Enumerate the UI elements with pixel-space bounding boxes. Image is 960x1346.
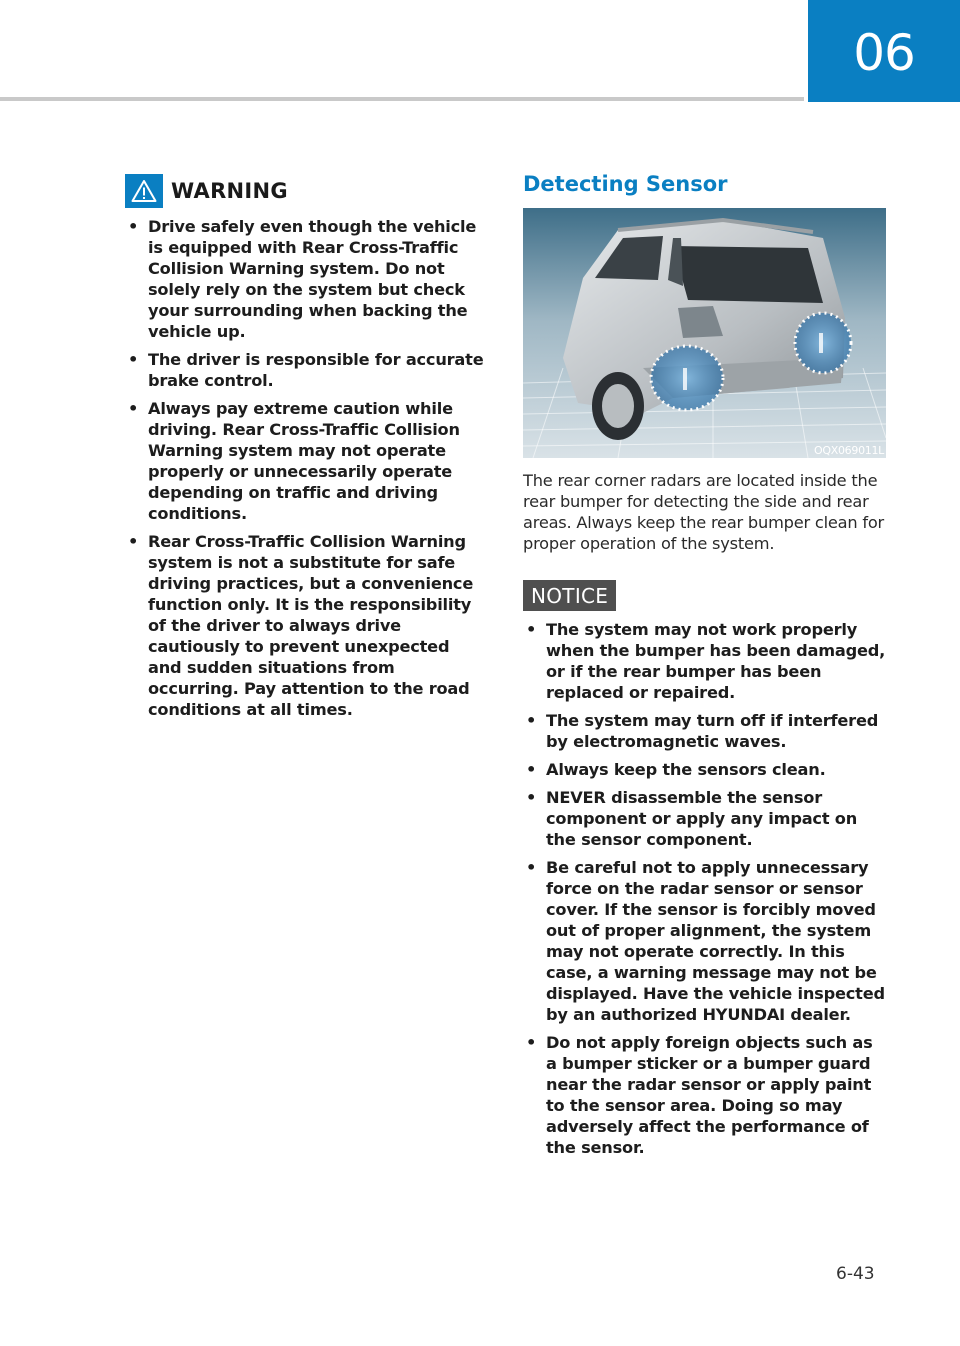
notice-list	[523, 619, 888, 1158]
warning-item: • Always pay extreme caution while driving. Rear Cross-Traffic Collision Warning system may not operate properly or unnecessarily operate depending on traffic and driving conditions.	[128, 399, 460, 523]
figure-caption: OQX069011L	[814, 444, 884, 457]
warning-item: • Drive safely even though the vehicle is equipped with Rear Cross-Traffic Collision Warning system. Do not solely rely on the system but check your surrounding when backing the vehicle up.	[128, 217, 477, 341]
warning-list	[125, 216, 487, 720]
warning-triangle-icon	[125, 174, 163, 208]
warning-item: • The driver is responsible for accurate brake control.	[128, 350, 484, 390]
detecting-sensor-section	[523, 172, 888, 1165]
chapter-tab: 06	[808, 0, 960, 102]
warning-header	[125, 172, 487, 210]
sensor-description: The rear corner radars are located inside the rear bumper for detecting the side and rear areas. Always keep the rear bumper clean for proper operation of the system.	[523, 471, 885, 553]
header-rule	[0, 97, 804, 101]
warning-box	[125, 172, 487, 727]
warning-title: WARNING	[171, 179, 288, 203]
notice-item: • Always keep the sensors clean.	[526, 760, 826, 779]
notice-item: • Be careful not to apply unnecessary force on the radar sensor or sensor cover. If the sensor is forcibly moved out of proper alignment, the system may not operate correctly. In this case, a warning message may not be displayed. Have the vehicle inspected by an authorized HYUNDAI dealer.	[526, 858, 885, 1024]
notice-item: • Do not apply foreign objects such as a bumper sticker or a bumper guard near the radar sensor or apply paint to the sensor area. Doing so may adversely affect the performance of the sensor.	[526, 1033, 873, 1157]
rear-sensor-figure	[523, 208, 886, 458]
section-title: Detecting Sensor	[523, 172, 728, 196]
warning-item: • Rear Cross-Traffic Collision Warning system is not a substitute for safe driving practices, but a convenience function only. It is the responsibility of the driver to always drive cautiously to prevent unexpected and sudden situations from occurring. Pay attention to the road conditions at all times.	[128, 532, 474, 719]
notice-item: • The system may not work properly when the bumper has been damaged, or if the rear bumper has been replaced or repaired.	[526, 620, 886, 702]
vehicle-rear-illustration	[523, 208, 886, 458]
notice-item: • NEVER disassemble the sensor component or apply any impact on the sensor component.	[526, 788, 858, 849]
notice-item: • The system may turn off if interfered by electromagnetic waves.	[526, 711, 879, 751]
notice-badge: NOTICE	[523, 580, 616, 611]
page-number: 6-43	[836, 1264, 875, 1284]
